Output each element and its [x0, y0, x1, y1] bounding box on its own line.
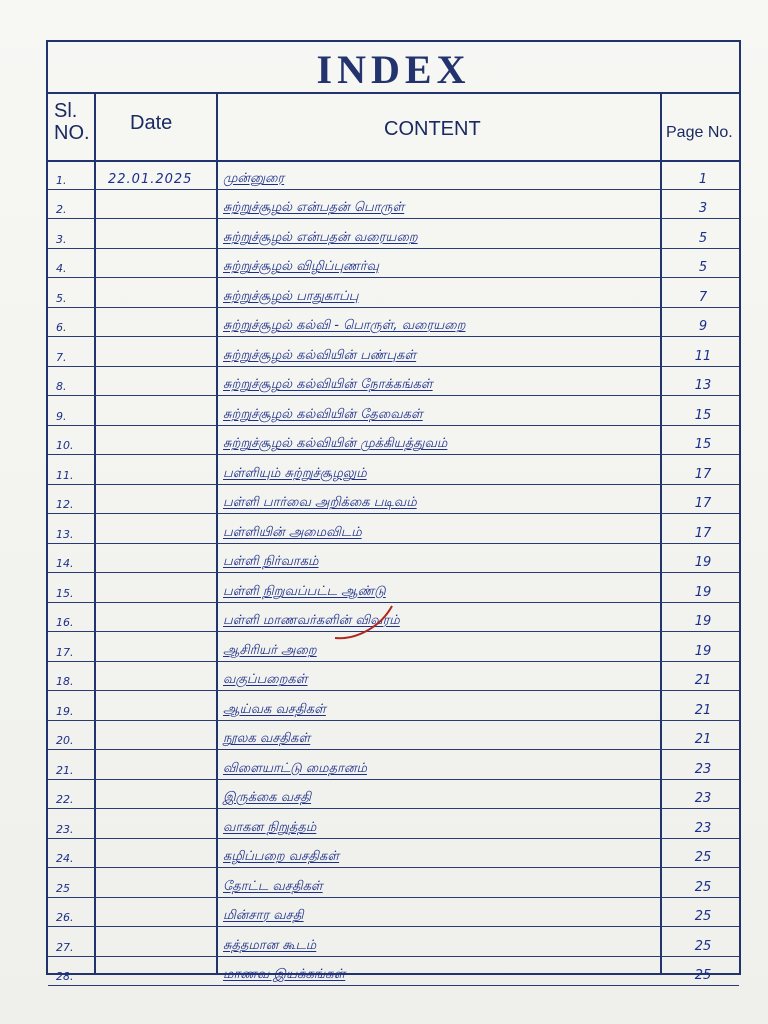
row-content: பள்ளியும் சுற்றுச்சூழலும் [223, 465, 367, 481]
row-content: பள்ளியின் அமைவிடம் [223, 524, 362, 540]
row-page-no: 23 [694, 761, 712, 777]
title-band [48, 42, 739, 94]
row-content: மாணவ இயக்கங்கள் [223, 967, 346, 982]
row-sl-no: 18. [56, 675, 74, 688]
table-row [48, 278, 739, 308]
row-page-no: 13 [694, 378, 712, 393]
row-content: சுற்றுச்சூழல் கல்வியின் நோக்கங்கள் [223, 377, 433, 392]
row-sl-no: 10. [56, 439, 74, 452]
table-row [48, 691, 739, 721]
row-page-no: 25 [694, 909, 712, 924]
row-page-no: 25 [694, 968, 712, 983]
row-sl-no: 25 [56, 881, 70, 895]
row-sl-no: 16. [56, 616, 74, 629]
row-content: இருக்கை வசதி [223, 790, 312, 805]
row-page-no: 25 [694, 879, 712, 895]
row-page-no: 15 [694, 407, 712, 423]
table-row [48, 485, 739, 515]
table-row [48, 219, 739, 249]
row-sl-no: 13. [56, 527, 74, 541]
table-row [48, 396, 739, 426]
table-row [48, 839, 739, 869]
row-page-no: 5 [698, 230, 708, 246]
header-page-no: Page No. [666, 124, 733, 141]
row-page-no: 1 [698, 171, 708, 187]
row-page-no: 19 [694, 555, 712, 570]
row-sl-no: 19. [56, 704, 74, 718]
row-sl-no: 11. [56, 468, 74, 482]
row-content: பள்ளி மாணவர்களின் விவரம் [223, 613, 400, 628]
row-sl-no: 24. [56, 852, 74, 865]
row-page-no: 11 [694, 348, 712, 364]
row-page-no: 15 [694, 437, 712, 452]
header-date: Date [130, 112, 173, 134]
table-row [48, 160, 739, 190]
row-page-no: 17 [694, 496, 712, 511]
table-row [48, 367, 739, 397]
row-page-no: 17 [694, 525, 712, 541]
table-row [48, 662, 739, 692]
row-sl-no: 4. [56, 262, 67, 275]
header-content: CONTENT [384, 118, 481, 140]
row-content: ஆசிரியர் அறை [223, 642, 317, 658]
row-sl-no: 14. [56, 557, 74, 570]
row-content: சுற்றுச்சூழல் என்பதன் பொருள் [223, 200, 405, 215]
row-sl-no: 1. [56, 173, 67, 187]
row-page-no: 21 [694, 702, 712, 718]
row-page-no: 23 [694, 820, 712, 836]
table-row [48, 868, 739, 898]
row-sl-no: 8. [56, 380, 67, 393]
row-page-no: 9 [698, 319, 708, 334]
row-sl-no: 7. [56, 350, 67, 364]
row-content: சுற்றுச்சூழல் பாதுகாப்பு [223, 288, 359, 304]
row-page-no: 7 [698, 289, 708, 305]
row-sl-no: 26. [56, 911, 74, 924]
row-content: வகுப்பறைகள் [223, 672, 308, 687]
table-body [48, 160, 739, 986]
row-sl-no: 20. [56, 734, 74, 747]
row-sl-no: 17. [56, 645, 74, 659]
row-sl-no: 23. [56, 822, 74, 836]
header-sl-no: Sl. NO. [54, 100, 90, 144]
row-content: வாகன நிறுத்தம் [223, 819, 317, 835]
row-sl-no: 21. [56, 763, 74, 777]
row-content: சுற்றுச்சூழல் என்பதன் வரையறை [223, 229, 418, 245]
table-row [48, 780, 739, 810]
row-page-no: 25 [694, 850, 712, 865]
table-row [48, 809, 739, 839]
row-page-no: 19 [694, 614, 712, 629]
row-content: பள்ளி நிறுவப்பட்ட ஆண்டு [223, 583, 386, 599]
row-content: சுற்றுச்சூழல் கல்வியின் முக்கியத்துவம் [223, 436, 448, 451]
table-row [48, 544, 739, 574]
row-content: பள்ளி பார்வை அறிக்கை படிவம் [223, 495, 417, 510]
row-sl-no: 15. [56, 586, 74, 600]
table-row [48, 750, 739, 780]
table-row [48, 190, 739, 220]
row-date: 22.01.2025 [108, 171, 193, 187]
row-page-no: 5 [698, 260, 708, 275]
table-row [48, 957, 739, 987]
row-page-no: 21 [694, 732, 712, 747]
table-row [48, 721, 739, 751]
row-page-no: 23 [694, 791, 712, 806]
row-content: கழிப்பறை வசதிகள் [223, 849, 340, 864]
table-row [48, 898, 739, 928]
table-row [48, 426, 739, 456]
row-sl-no: 22. [56, 793, 74, 806]
row-sl-no: 12. [56, 498, 74, 511]
row-sl-no: 6. [56, 321, 67, 334]
row-content: ஆய்வக வசதிகள் [223, 701, 326, 717]
row-page-no: 19 [694, 584, 712, 600]
table-row [48, 308, 739, 338]
row-page-no: 3 [698, 201, 708, 216]
row-page-no: 19 [694, 643, 712, 659]
table-header [48, 92, 739, 162]
table-row [48, 249, 739, 279]
table-row [48, 514, 739, 544]
row-content: விளையாட்டு மைதானம் [223, 760, 367, 776]
row-page-no: 21 [694, 673, 712, 688]
row-sl-no: 5. [56, 291, 67, 305]
table-row [48, 927, 739, 957]
row-content: சுற்றுச்சூழல் கல்வியின் பண்புகள் [223, 347, 417, 363]
row-sl-no: 27. [56, 940, 74, 954]
row-page-no: 17 [694, 466, 712, 482]
row-content: சுத்தமான கூடம் [223, 937, 317, 953]
table-row [48, 337, 739, 367]
row-content: பள்ளி நிர்வாகம் [223, 554, 319, 569]
pen-mark [330, 598, 400, 658]
row-sl-no: 2. [56, 203, 67, 216]
row-content: சுற்றுச்சூழல் விழிப்புணர்வு [223, 259, 379, 274]
row-page-no: 25 [694, 938, 712, 954]
row-content: சுற்றுச்சூழல் கல்வியின் தேவைகள் [223, 406, 423, 422]
row-content: தோட்ட வசதிகள் [223, 878, 323, 894]
row-content: மின்சார வசதி [223, 908, 304, 923]
table-row [48, 455, 739, 485]
row-content: முன்னுரை [223, 170, 285, 186]
page-title: INDEX [316, 47, 471, 92]
row-content: சுற்றுச்சூழல் கல்வி - பொருள், வரையறை [223, 318, 466, 333]
index-table-frame [46, 40, 741, 983]
row-content: நூலக வசதிகள் [223, 731, 311, 746]
row-sl-no: 9. [56, 409, 67, 423]
row-sl-no: 3. [56, 232, 67, 246]
row-sl-no: 28. [56, 970, 74, 983]
